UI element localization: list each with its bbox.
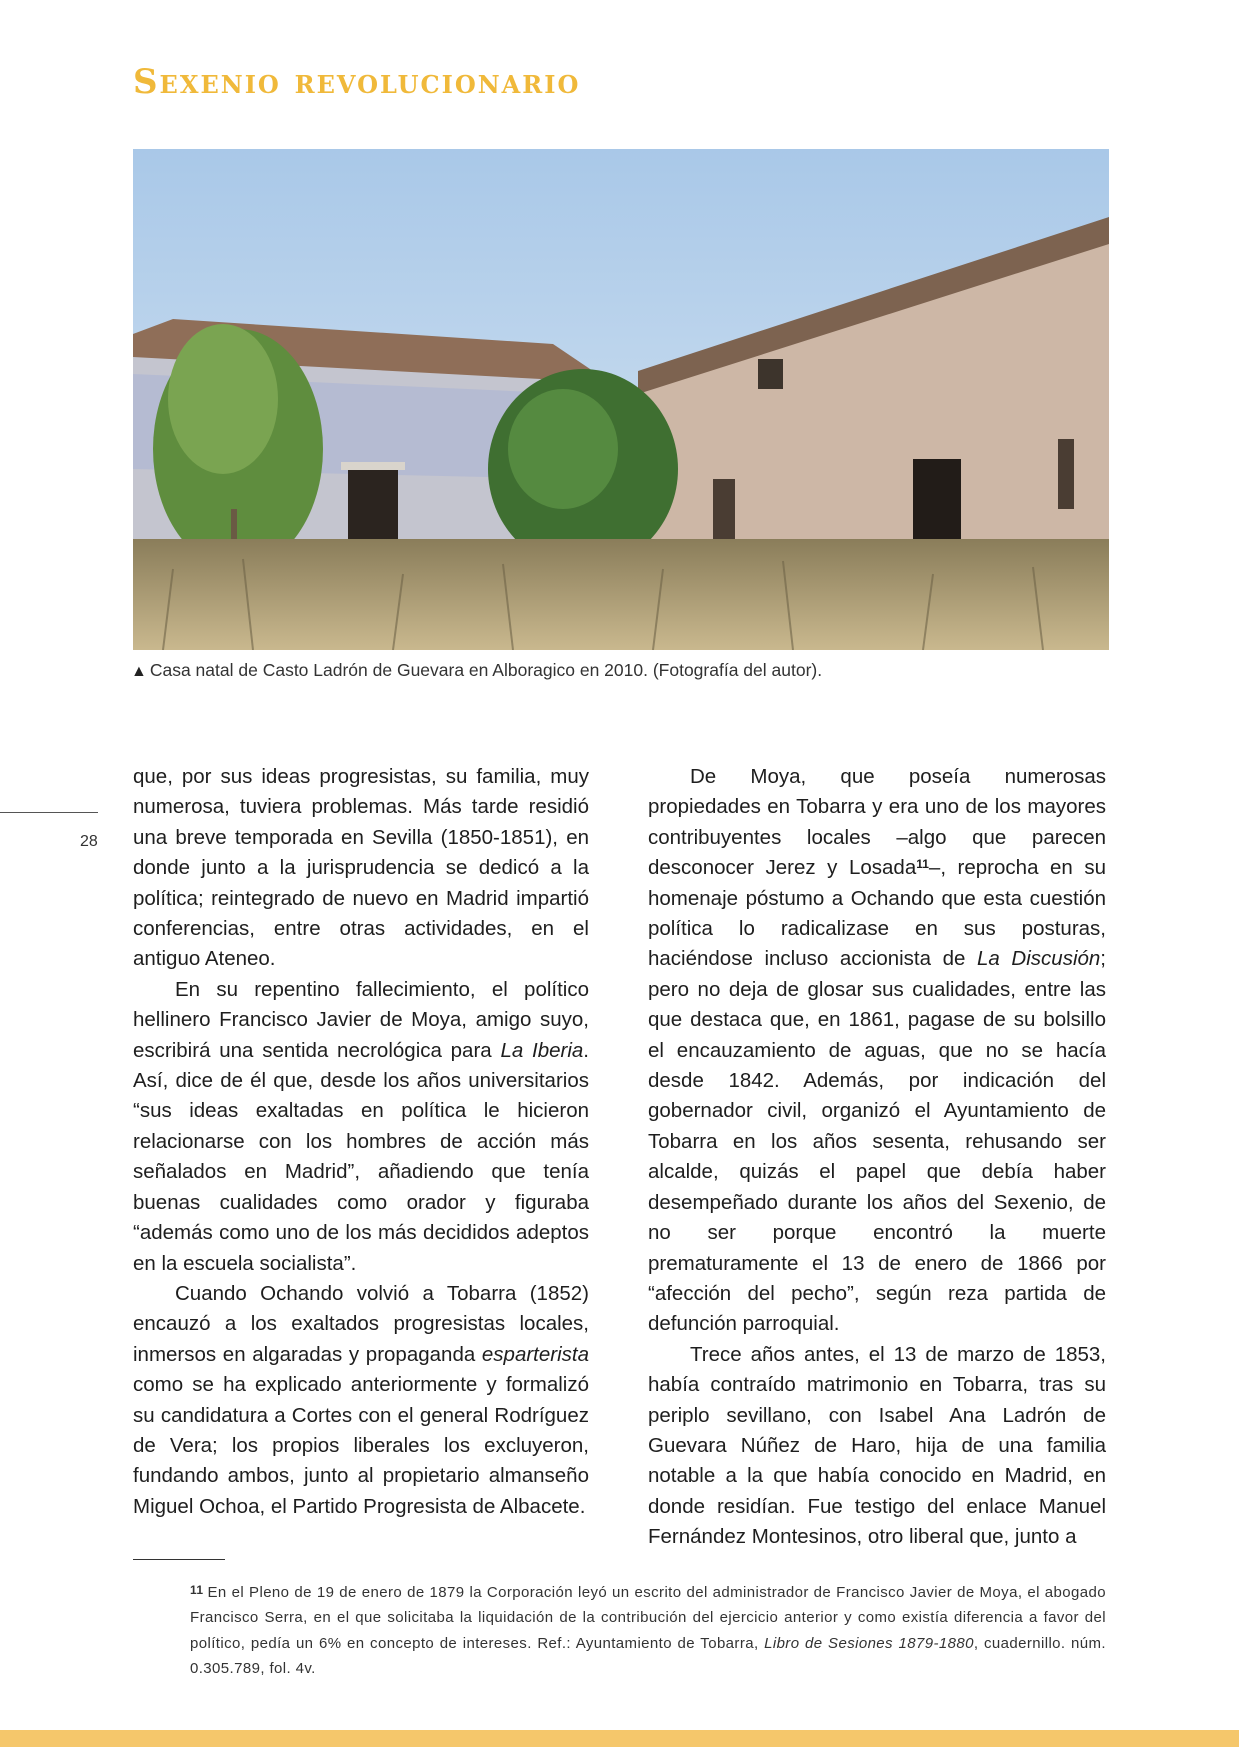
margin-rule (0, 812, 98, 813)
footnote-rule (133, 1559, 225, 1560)
paragraph: Cuando Ochando volvió a Tobarra (1852) encauzó a los exaltados progresistas locales, inmersos en algaradas y propaganda esparterista como se ha explicado anteriormente y formalizó su candidatura a Cortes con el general Rodríguez de Vera; los propios liberales los excluyeron, fundando ambos, junto al propietario almanseño Miguel Ochoa, el Partido Progresista de Albacete. (133, 1281, 589, 1518)
house-photo (133, 149, 1109, 650)
newspaper-title: La Iberia (500, 1038, 584, 1062)
footnote-reference[interactable]: 11 (916, 857, 929, 872)
paragraph: Trece años antes, el 13 de marzo de 1853, había contraído matrimonio en Tobarra, tras su periplo sevillano, con Isabel Ana Ladrón de Guevara Núñez de Haro, hija de una familia notable a la que había conocido en Madrid, en donde residían. Fue testigo del enlace Manuel Fernández Montesinos, otro liberal que, junto a (648, 1342, 1106, 1549)
paragraph: En su repentino fallecimiento, el político hellinero Francisco Javier de Moya, amigo suyo, escribirá una sentida necrológica para La Iberia. Así, dice de él que, desde los años universitarios “sus ideas exaltadas en política le hicieron relacionarse con los hombres de acción más señalados en Madrid”, añadiendo que tenía buenas cualidades como orador y figuraba “además como uno de los más decididos adeptos en la escuela socialista”. (133, 977, 589, 1275)
paragraph: que, por sus ideas progresistas, su familia, muy numerosa, tuviera problemas. Más tarde residió una breve temporada en Sevilla (1850-1851), en donde junto a la jurisprudencia se dedicó a la política; reintegrado de nuevo en Madrid impartió conferencias, entre otras actividades, en el antiguo Ateneo. (133, 765, 589, 971)
emphasis-term: esparterista (481, 1342, 589, 1366)
photo-caption-text: Casa natal de Casto Ladrón de Guevara en Alboragico en 2010. (Fotografía del autor). (149, 660, 823, 680)
page-number: 28 (80, 833, 98, 850)
book-title: Libro de Sesiones 1879-1880 (764, 1634, 974, 1652)
newspaper-title: La Discusión (977, 947, 1101, 971)
section-header-title: Sexenio revolucionario (133, 62, 581, 102)
paragraph: De Moya, que poseía numerosas propiedades en Tobarra y era uno de los mayores contribuyentes locales –algo que parecen desconocer Jerez y Losada$^{11}$–, reprocha en su homenaje póstumo a Ochando que esta cuestión política lo radicalizase en sus posturas, haciéndose incluso accionista de La Discusión; pero no deja de glosar sus cualidades, entre las que destaca que, en 1861, pagase de su bolsillo el encauzamiento de aguas, que no se hacía desde 1842. Además, por indicación del gobernador civil, organizó el Ayuntamiento de Tobarra en los años sesenta, rehusando ser alcalde, quizás el papel que debía haber desempeñado durante los años del Sexenio, de no ser porque encontró la muerte prematuramente el 13 de enero de 1866 por “afección del pecho”, según reza partida de defunción parroquial. (648, 765, 1106, 1336)
photo-caption (131, 660, 822, 681)
footnote-number: 11 (190, 1583, 204, 1597)
right-column (648, 762, 1106, 1553)
caption-triangle-icon: ▲ (131, 663, 147, 680)
bottom-color-band (0, 1730, 1239, 1747)
left-column (133, 762, 589, 1522)
footnote: $^{11}$ En el Pleno de 19 de enero de 1879 la Corporación leyó un escrito del administrador de Francisco Javier de Moya, el abogado Francisco Serra, en el que solicitaba la liquidación de la contribución del ejercicio anterior y como existía diferencia a favor del político, pedía un 6% en concepto de intereses. Ref.: Ayuntamiento de Tobarra, Libro de Sesiones 1879-1880, cuadernillo. núm. 0.305.789, fol. 4v. (190, 1583, 1106, 1678)
